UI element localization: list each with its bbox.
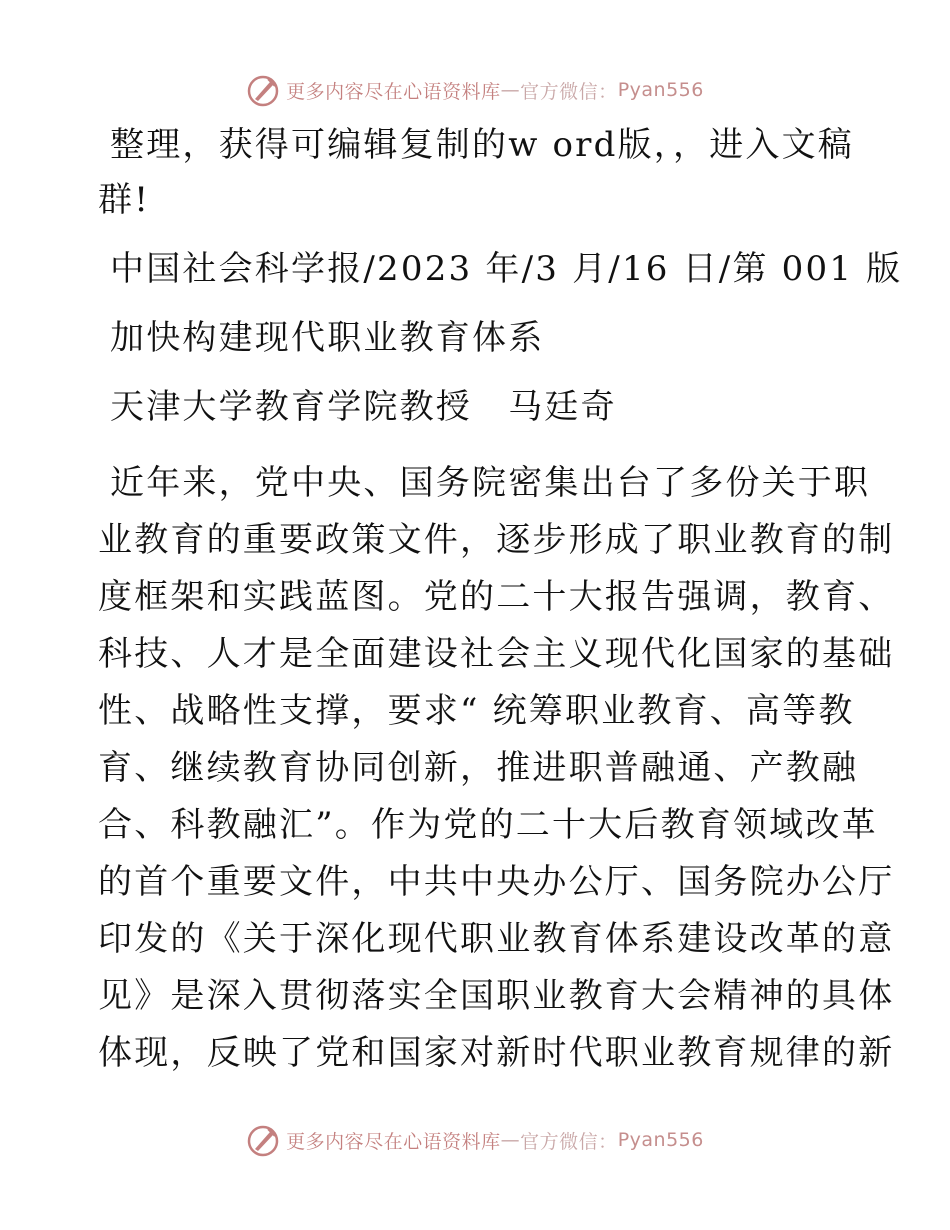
watermark-separator: —: [500, 79, 521, 101]
watermark-separator: —: [500, 1129, 521, 1151]
body-row: 的首个重要文件，中共中央办公厅、国务院办公厅: [98, 862, 895, 902]
watermark-label: 官方微信：: [520, 80, 618, 103]
body-row: 见》是深入贯彻落实全国职业教育大会精神的具体: [98, 976, 895, 1016]
body-row: 育、继续教育协同创新，推进职普融通、产教融: [98, 748, 859, 788]
watermark-label: 官方微信：: [520, 1130, 618, 1153]
header-watermark: [0, 70, 950, 110]
author-line: 天津大学教育学院教授 马廷奇: [110, 387, 617, 427]
footer-watermark: [0, 1120, 950, 1160]
intro-line-1: 整理，获得可编辑复制的w ord版，，进入文稿: [110, 125, 854, 165]
body-row: 体现，反映了党和国家对新时代职业教育规律的新: [98, 1033, 895, 1073]
body-row: 度框架和实践蓝图。党的二十大报告强调，教育、: [98, 577, 895, 617]
watermark-brand: 更多内容尽在心语资料库: [286, 1130, 501, 1153]
intro-line-2: 群!: [98, 180, 151, 220]
watermark-brand: 更多内容尽在心语资料库: [286, 80, 501, 103]
body-row: 业教育的重要政策文件，逐步形成了职业教育的制: [98, 520, 895, 560]
source-line: 中国社会科学报/2023 年/3 月/16 日/第 001 版: [110, 249, 903, 289]
body-paragraph: [98, 455, 895, 1082]
body-row: 近年来，党中央、国务院密集出台了多份关于职: [110, 463, 871, 503]
quill-logo-icon: [246, 1123, 280, 1157]
document-content: [98, 118, 903, 1082]
body-row: 合、科教融汇”。作为党的二十大后教育领域改革: [98, 805, 878, 845]
body-row: 性、战略性支撑，要求“ 统筹职业教育、高等教: [98, 691, 855, 731]
article-title: 加快构建现代职业教育体系: [110, 318, 545, 358]
watermark-account: Pyan556: [617, 1129, 704, 1151]
watermark-account: Pyan556: [617, 79, 704, 101]
body-row: 印发的《关于深化现代职业教育体系建设改革的意: [98, 919, 895, 959]
body-row: 科技、人才是全面建设社会主义现代化国家的基础: [98, 634, 895, 674]
quill-logo-icon: [246, 73, 280, 107]
